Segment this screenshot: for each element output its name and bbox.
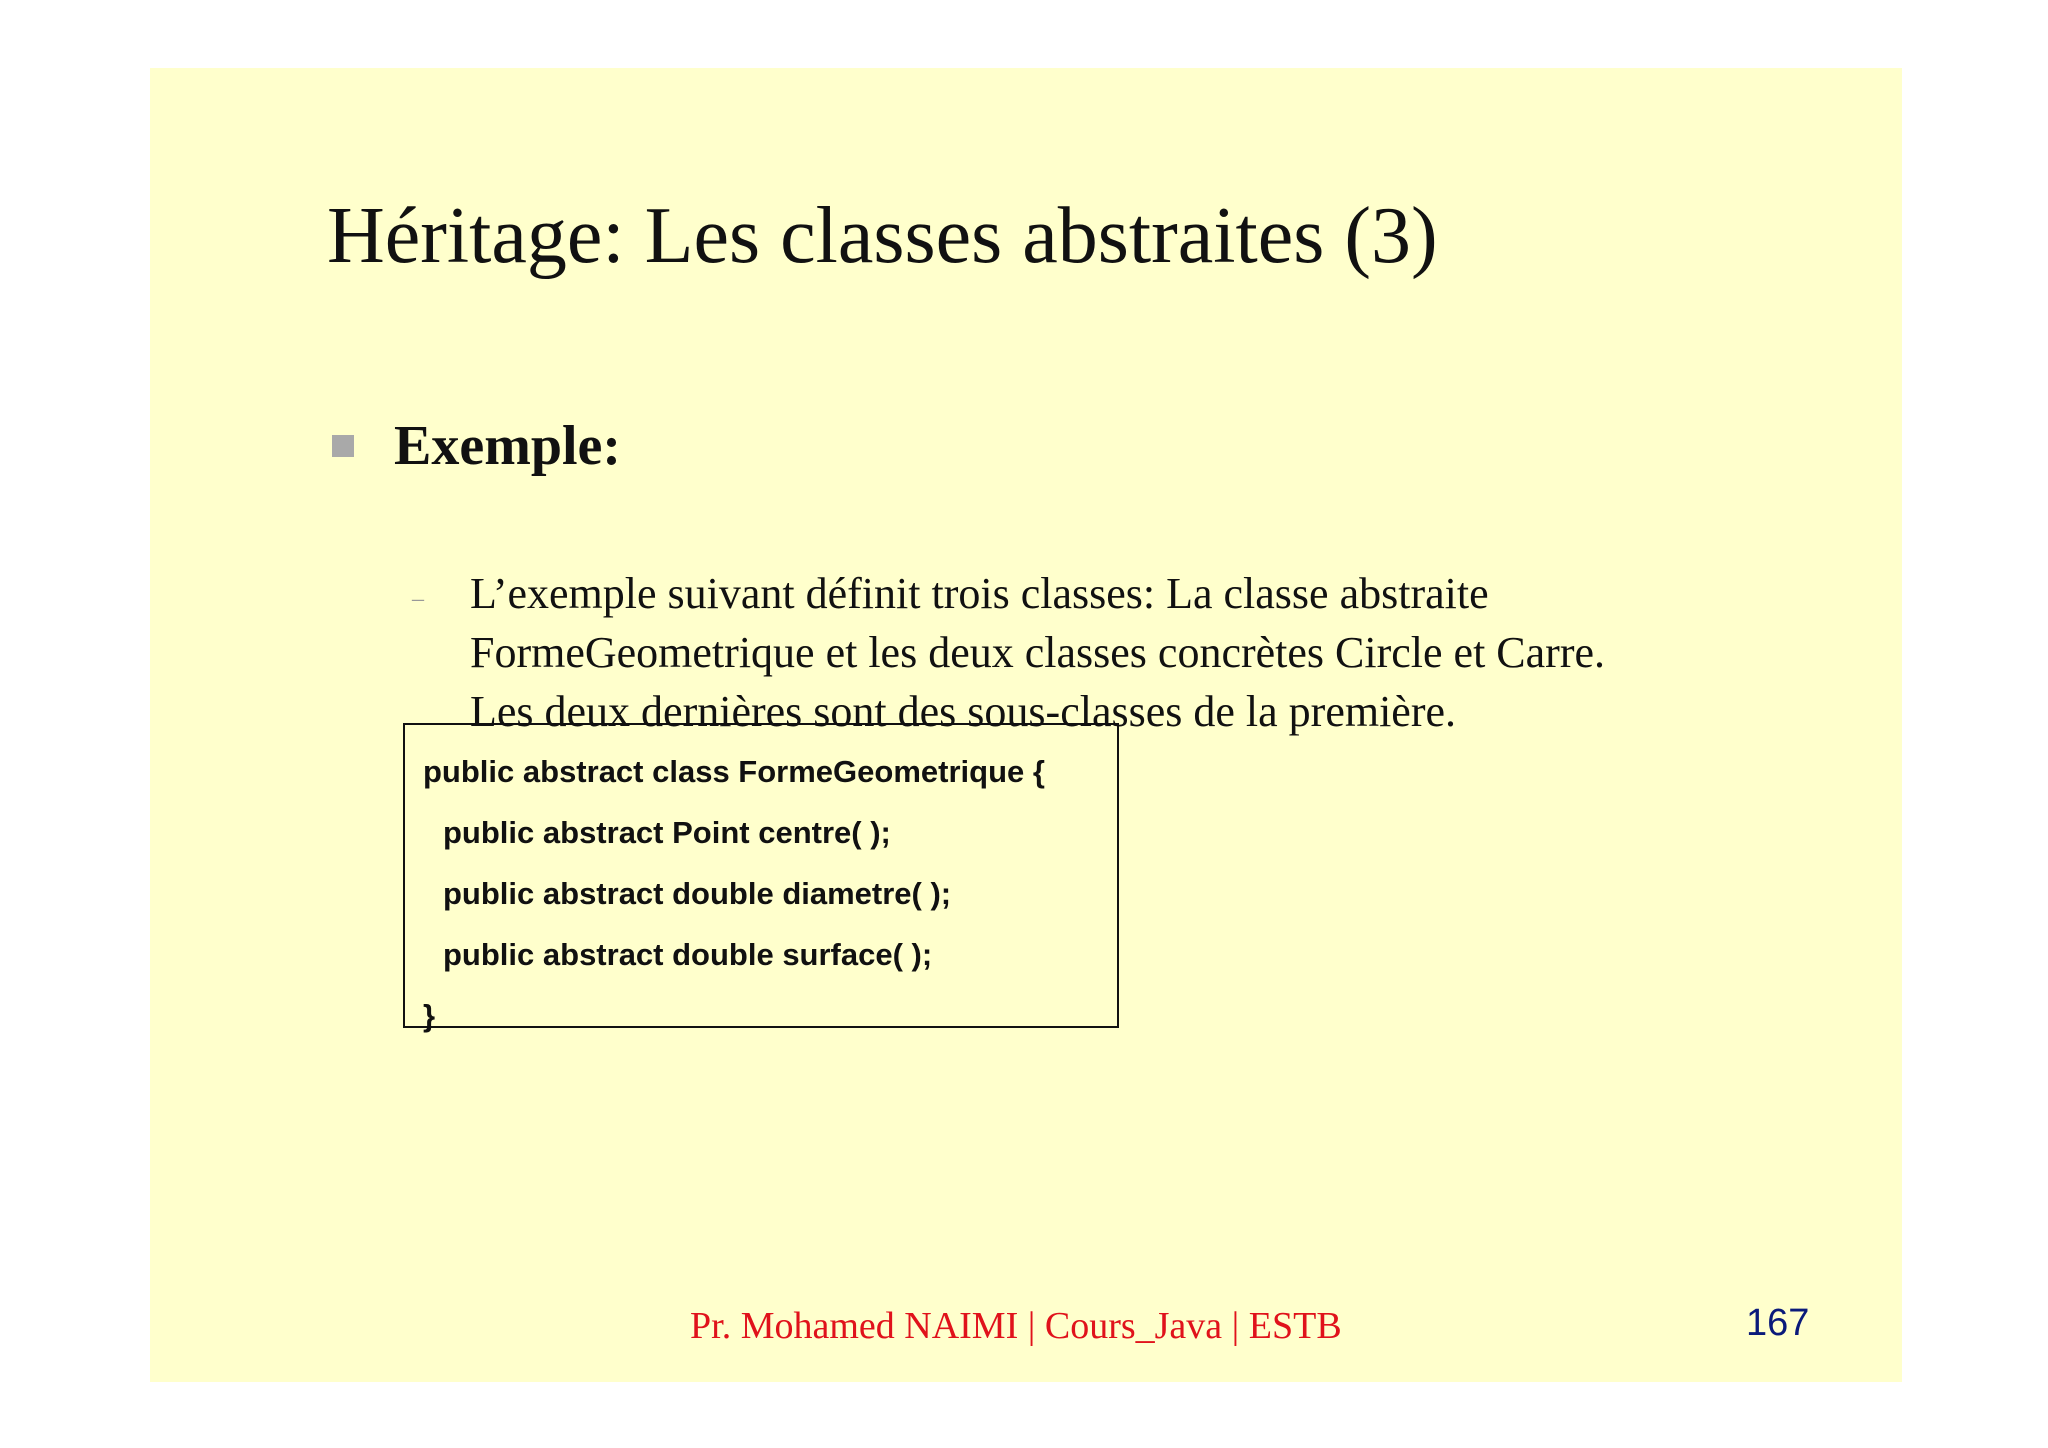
bullet-heading: Exemple: — [394, 415, 622, 477]
code-block — [403, 723, 1119, 1033]
slide-footer: Pr. Mohamed NAIMI | Cours_Java | ESTB — [690, 1305, 1342, 1347]
code-line: public abstract double diametre( ); — [443, 876, 952, 911]
code-line: public abstract class FormeGeometrique { — [423, 754, 1045, 789]
sub-bullet-line: L’exemple suivant définit trois classes: La classe abstraite — [470, 569, 1489, 618]
sub-bullet-text — [470, 564, 1605, 741]
square-bullet-icon — [332, 435, 354, 457]
sub-bullet — [412, 564, 1605, 741]
sub-bullet-line: FormeGeometrique et les deux classes concrètes Circle et Carre. — [470, 628, 1605, 677]
code-line: } — [423, 998, 436, 1033]
page-number: 167 — [1746, 1302, 1810, 1344]
bullet-item — [332, 415, 622, 477]
dash-bullet-icon: – — [412, 586, 424, 612]
sub-bullet-line: Les deux dernières sont des sous-classes de la première. — [470, 687, 1457, 736]
slide — [150, 68, 1902, 1382]
code-line: public abstract double surface( ); — [443, 937, 933, 972]
code-line: public abstract Point centre( ); — [443, 815, 891, 850]
slide-title: Héritage: Les classes abstraites (3) — [327, 192, 1438, 280]
